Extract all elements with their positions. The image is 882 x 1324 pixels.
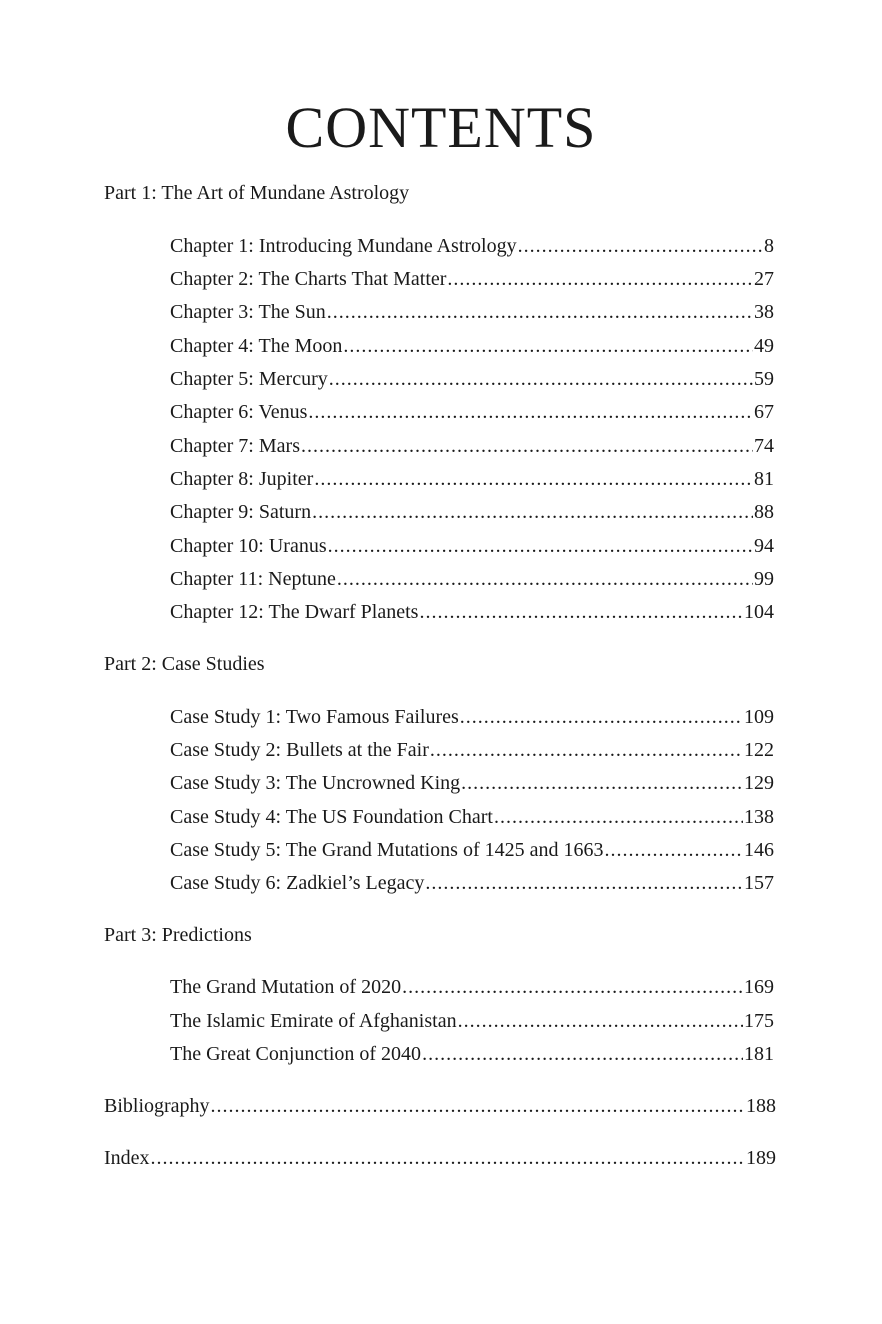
toc-entry: [170, 870, 774, 896]
toc-entry-bibliography: [104, 1093, 776, 1119]
dot-leader: [151, 1145, 745, 1171]
dot-leader: [211, 1093, 745, 1119]
toc-entry: [170, 770, 774, 796]
entry-label: Bibliography: [104, 1095, 210, 1117]
toc-entry: [170, 466, 774, 492]
entry-page-number: 188: [746, 1095, 776, 1117]
entry-page-number: 88: [754, 501, 774, 523]
entry-label: Index: [104, 1147, 150, 1169]
entry-page-number: 138: [744, 806, 774, 828]
entry-label: Chapter 6: Venus: [170, 401, 308, 423]
entry-page-number: 104: [744, 601, 774, 623]
entry-page-number: 67: [754, 401, 774, 423]
entry-page-number: 146: [744, 839, 774, 861]
dot-leader: [425, 870, 743, 896]
entry-page-number: 38: [754, 301, 774, 323]
dot-leader: [312, 499, 753, 525]
toc-entry: [170, 299, 774, 325]
dot-leader: [337, 566, 753, 592]
toc-entry: [170, 366, 774, 392]
entry-label: Case Study 6: Zadkiel’s Legacy: [170, 872, 425, 894]
dot-leader: [402, 974, 743, 1000]
dot-leader: [308, 399, 753, 425]
entry-label: Case Study 1: Two Famous Failures: [170, 706, 459, 728]
part-heading: Part 3: Predictions: [104, 924, 252, 946]
toc-entry: [170, 1041, 774, 1067]
dot-leader: [329, 366, 753, 392]
toc-entry: [170, 566, 774, 592]
page-title: CONTENTS: [285, 95, 597, 160]
entry-label: Chapter 5: Mercury: [170, 368, 328, 390]
part-heading: Part 1: The Art of Mundane Astrology: [104, 182, 410, 204]
entry-label: Case Study 2: Bullets at the Fair: [170, 739, 429, 761]
dot-leader: [604, 837, 743, 863]
dot-leader: [343, 333, 753, 359]
toc-entry: [170, 233, 774, 259]
entry-label: The Grand Mutation of 2020: [170, 976, 402, 998]
entry-page-number: 49: [754, 335, 774, 357]
toc-entry: [170, 804, 774, 830]
toc-entry: [170, 266, 774, 292]
entry-page-number: 181: [744, 1043, 774, 1065]
entry-page-number: 169: [744, 976, 774, 998]
toc-entry: [170, 399, 774, 425]
dot-leader: [301, 433, 753, 459]
entry-label: The Great Conjunction of 2040: [170, 1043, 422, 1065]
entry-label: Case Study 4: The US Foundation Chart: [170, 806, 493, 828]
dot-leader: [447, 266, 753, 292]
dot-leader: [422, 1041, 743, 1067]
entry-page-number: 157: [744, 872, 774, 894]
toc-entry-index: [104, 1145, 776, 1171]
dot-leader: [494, 804, 743, 830]
entry-page-number: 99: [754, 568, 774, 590]
dot-leader: [460, 704, 743, 730]
toc-entry: [170, 837, 774, 863]
entry-page-number: 94: [754, 535, 774, 557]
dot-leader: [327, 299, 753, 325]
entry-label: Chapter 4: The Moon: [170, 335, 343, 357]
toc-entry: [170, 704, 774, 730]
entry-label: Case Study 3: The Uncrowned King: [170, 772, 461, 794]
entry-page-number: 175: [744, 1010, 774, 1032]
toc-entry: [170, 533, 774, 559]
entry-label: Chapter 2: The Charts That Matter: [170, 268, 447, 290]
dot-leader: [328, 533, 753, 559]
dot-leader: [430, 737, 743, 763]
entry-label: Chapter 9: Saturn: [170, 501, 312, 523]
entry-page-number: 129: [744, 772, 774, 794]
entry-page-number: 74: [754, 435, 774, 457]
entry-page-number: 59: [754, 368, 774, 390]
entry-label: Chapter 10: Uranus: [170, 535, 327, 557]
toc-entry: [170, 499, 774, 525]
toc-entry: [170, 737, 774, 763]
dot-leader: [458, 1008, 743, 1034]
dot-leader: [518, 233, 763, 259]
entry-page-number: 122: [744, 739, 774, 761]
entry-label: Chapter 1: Introducing Mundane Astrology: [170, 235, 517, 257]
entry-page-number: 189: [746, 1147, 776, 1169]
dot-leader: [461, 770, 743, 796]
entry-label: Chapter 11: Neptune: [170, 568, 336, 590]
entry-page-number: 27: [754, 268, 774, 290]
entry-label: Chapter 7: Mars: [170, 435, 300, 457]
entry-page-number: 109: [744, 706, 774, 728]
toc-entry: [170, 974, 774, 1000]
entry-label: Chapter 8: Jupiter: [170, 468, 314, 490]
part-heading: Part 2: Case Studies: [104, 653, 265, 675]
toc-entry: [170, 599, 774, 625]
entry-page-number: 8: [764, 235, 774, 257]
dot-leader: [419, 599, 743, 625]
toc-entry: [170, 333, 774, 359]
entry-label: Chapter 12: The Dwarf Planets: [170, 601, 419, 623]
toc-entry: [170, 1008, 774, 1034]
entry-label: Case Study 5: The Grand Mutations of 1425 and 1663: [170, 839, 604, 861]
dot-leader: [314, 466, 753, 492]
entry-page-number: 81: [754, 468, 774, 490]
toc-entry: [170, 433, 774, 459]
entry-label: Chapter 3: The Sun: [170, 301, 326, 323]
entry-label: The Islamic Emirate of Afghanistan: [170, 1010, 457, 1032]
